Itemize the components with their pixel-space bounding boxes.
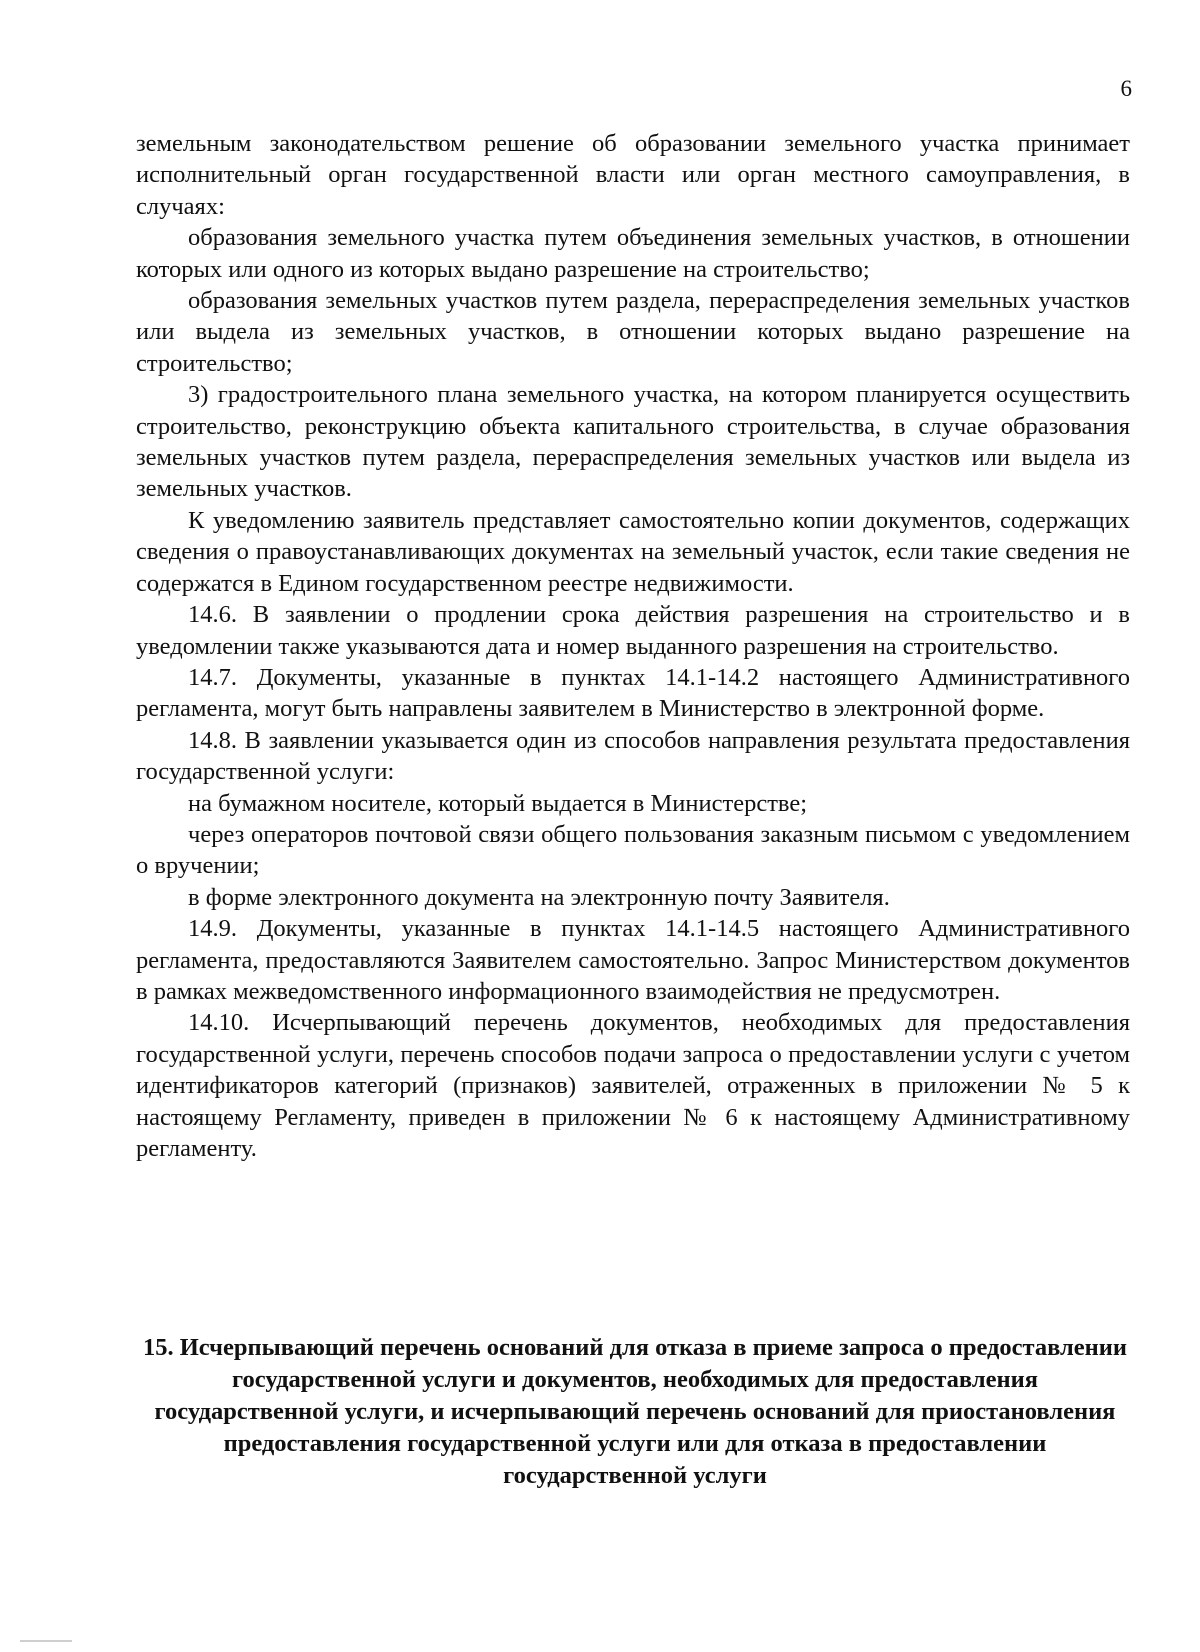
paragraph: на бумажном носителе, который выдается в Министерстве; (188, 789, 808, 817)
section-heading: 15. Исчерпывающий перечень оснований для отказа в приеме запроса о предоставлении государственной услуги и документов, необходимых для предоставления государственной услуги, и исчерпывающий перечень оснований для приостановления предоставления государственной услуги или для отказа в предоставлении государственной услуги (142, 1334, 1128, 1489)
paragraph: 3) градостроительного плана земельного участка, на котором планируется осуществить строительство, реконструкцию объекта капитального строительства, в случае образования земельных участков путем раздела, перераспределения земельных участков или выдела из земельных участков. (136, 381, 1130, 503)
paragraph: 14.8. В заявлении указывается один из способов направления результата предоставления государственной услуги: (136, 726, 1130, 786)
paragraph: 14.9. Документы, указанные в пунктах 14.1-14.5 настоящего Административного регламента, предоставляются Заявителем самостоятельно. Запрос Министерством документов в рамках межведомственного информационного взаимодействия не предусмотрен. (136, 915, 1130, 1005)
paragraph: через операторов почтовой связи общего пользования заказным письмом с уведомлением о вручении; (136, 820, 1130, 880)
paragraph: 14.10. Исчерпывающий перечень документов, необходимых для предоставления государственной услуги, перечень способов подачи запроса о предоставлении услуги с учетом идентификаторов категорий (признаков) заявителей, отраженных в приложении № 5 к настоящему Регламенту, приведен в приложении № 6 к настоящему Административному регламенту. (136, 1009, 1130, 1162)
paragraph: в форме электронного документа на электронную почту Заявителя. (188, 883, 890, 911)
paragraph: образования земельных участков путем раздела, перераспределения земельных участков или выдела из земельных участков, в отношении которых выдано разрешение на строительство; (136, 287, 1130, 377)
page-number: 6 (1120, 76, 1132, 101)
paragraph: земельным законодательством решение об образовании земельного участка принимает исполнительный орган государственной власти или орган местного самоуправления, в случаях: (136, 130, 1130, 220)
paragraph: 14.7. Документы, указанные в пунктах 14.1-14.2 настоящего Административного регламента, могут быть направлены заявителем в Министерство в электронной форме. (136, 663, 1130, 723)
paragraph: К уведомлению заявитель представляет самостоятельно копии документов, содержащих сведения о правоустанавливающих документах на земельный участок, если такие сведения не содержатся в Едином государственном реестре недвижимости. (136, 506, 1130, 597)
paragraph: 14.6. В заявлении о продлении срока действия разрешения на строительство и в уведомлении также указываются дата и номер выданного разрешения на строительство. (136, 601, 1130, 660)
paragraph: образования земельного участка путем объединения земельных участков, в отношении которых или одного из которых выдано разрешение на строительство; (136, 224, 1130, 283)
scan-artifact (20, 1640, 72, 1642)
document-body (136, 128, 1130, 1164)
